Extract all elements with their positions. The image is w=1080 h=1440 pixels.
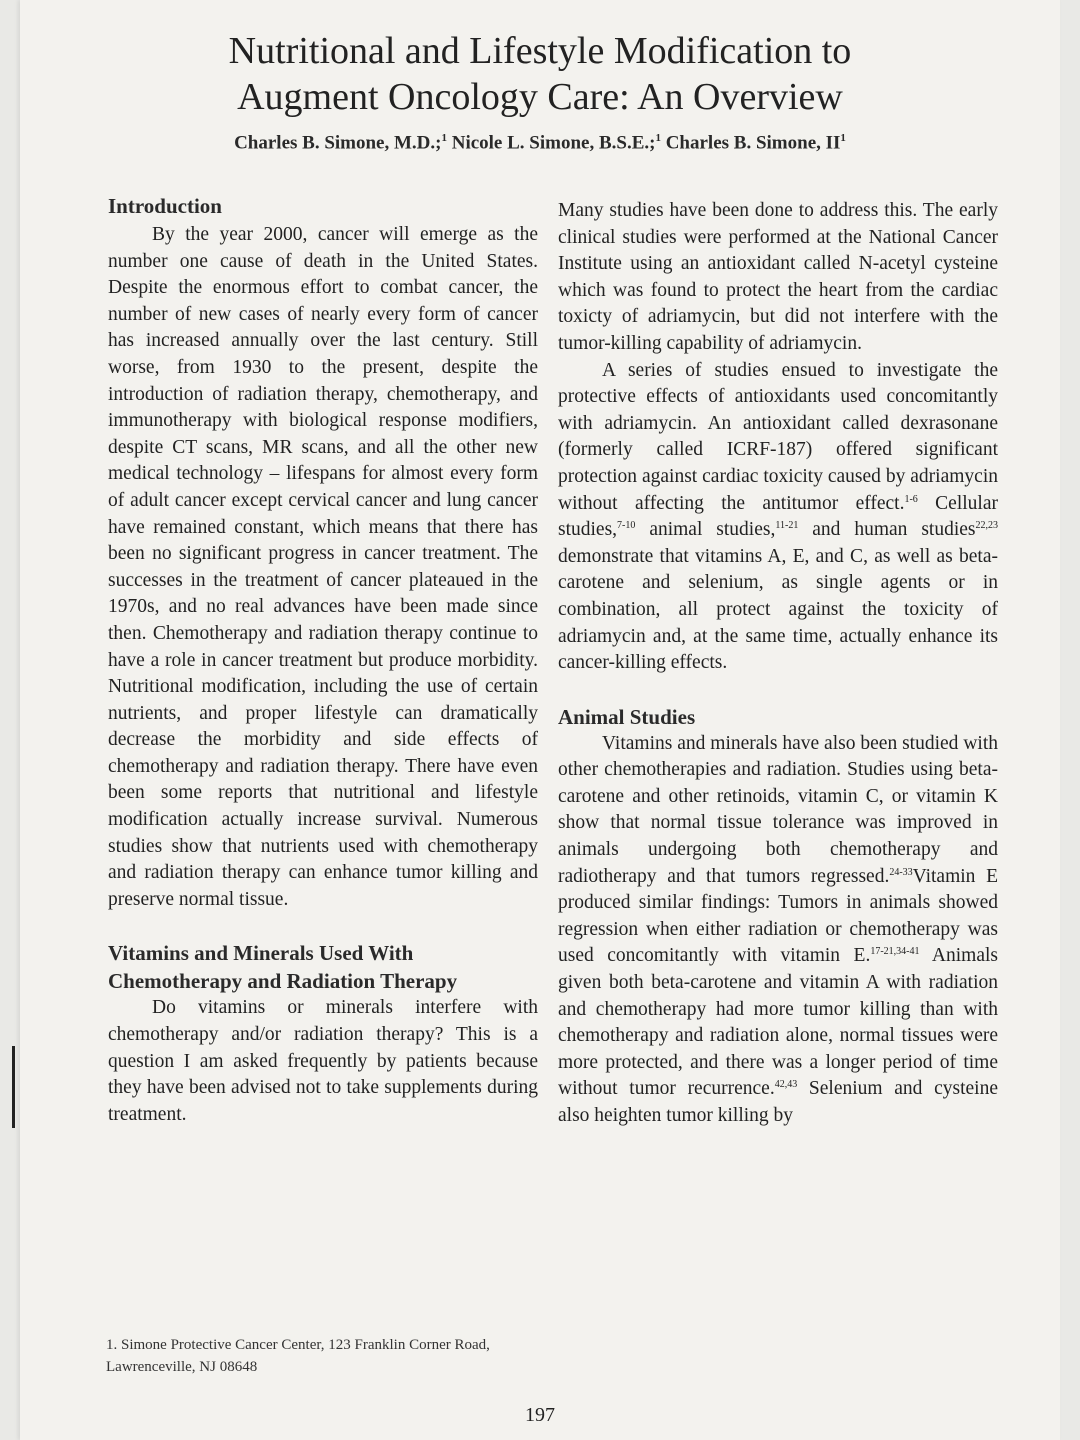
paragraph-text: Vitamins and minerals have also been studied with other chemotherapies and radiation. Studies using beta-carotene and other retinoids, vitamin C, or vitamin K show that normal tissue tolerance was improved in animals undergoing both chemotherapy and radiotherapy and that tumors regressed.	[558, 732, 998, 887]
reference-marker: 1-6	[904, 493, 918, 505]
paragraph-text: and human studies	[798, 519, 976, 541]
antioxidant-studies-paragraph	[558, 358, 998, 677]
paper-page	[20, 0, 1060, 1440]
reference-marker: 24-33	[889, 866, 913, 878]
vitamins-minerals-paragraph: Do vitamins or minerals interfere with chemotherapy and/or radiation therapy? This is a question I am asked frequently by patients because they have been advised not to take supplements during treatment.	[108, 997, 538, 1125]
author-2: Nicole L. Simone, B.S.E.;	[451, 132, 656, 154]
author-3-affiliation: 1	[840, 132, 846, 144]
paragraph-text: Selenium and cysteine also heighten tumor killing by	[558, 1078, 999, 1126]
author-line	[20, 132, 1060, 154]
vitamins-minerals-heading: Vitamins and Minerals Used With Chemotherapy and Radiation Therapy	[108, 941, 458, 994]
paragraph-text: Cellular studies,	[558, 492, 998, 541]
page-number: 197	[525, 1404, 555, 1426]
author-1: Charles B. Simone, M.D.;	[234, 132, 442, 154]
reference-marker: 42,43	[774, 1079, 798, 1091]
studies-paragraph: Many studies have been done to address this. The early clinical studies were performed at the National Cancer Institute using an antioxidant called N-acetyl cysteine which was found to protect the heart from the cardiac toxicty of adriamycin, but did not interfere with the tumor-killing capability of adriamycin.	[558, 200, 998, 354]
paragraph-text: demonstrate that vitamins A, E, and C, as well as beta-carotene and selenium, as single agents or in combination, all protect against the toxicity of adriamycin and, at the same time, actually enhance its cancer-killing effects.	[558, 545, 998, 674]
reference-marker: 17-21,34-41	[870, 946, 920, 958]
binding-mark	[12, 1046, 15, 1128]
right-column	[558, 198, 998, 1130]
reference-marker: 22,23	[975, 520, 998, 532]
left-column	[108, 192, 538, 1128]
author-3: Charles B. Simone, II	[665, 132, 841, 154]
animal-studies-paragraph	[558, 731, 998, 1130]
title-line-2: Augment Oncology Care: An Overview	[237, 76, 843, 118]
author-2-affiliation: 1	[655, 132, 661, 144]
reference-marker: 7-10	[617, 520, 636, 532]
affiliation-footnote: 1. Simone Protective Cancer Center, 123 Franklin Corner Road, Lawrenceville, NJ 08648	[106, 1337, 490, 1375]
animal-studies-heading: Animal Studies	[558, 704, 696, 729]
reference-marker: 11-21	[775, 520, 799, 532]
paragraph-text: A series of studies ensued to investigate the protective effects of antioxidants used concomitantly with adriamycin. An antioxidant called dexrasonane (formerly called ICRF-187) offered significant protection against cardiac toxicity caused by adriamycin without affecting the antitumor effect.	[558, 359, 998, 514]
paragraph-text: Animals given both beta-carotene and vitamin A with radiation and chemotherapy had more tumor killing than with chemotherapy and radiation alone, normal tissues were more protected, and there was a longer period of time without tumor recurrence.	[558, 945, 999, 1100]
introduction-paragraph: By the year 2000, cancer will emerge as the number one cause of death in the United States. Despite the enormous effort to combat cancer, the number of new cases of nearly every form of cancer has increased annually over the last century. Still worse, from 1930 to the present, despite the introduction of radiation therapy, chemotherapy, and immunotherapy with biological response modifiers, despite CT scans, MR scans, and all the other new medical technology – lifespans for almost every form of adult cancer except cervical cancer and lung cancer have remained constant, which means that there has been no significant progress in cancer treatment. The successes in the treatment of cancer plateaued in the 1970s, and no real advances have been made since then. Chemotherapy and radiation therapy continue to have a role in cancer treatment but produce morbidity. Nutritional modification, including the use of certain nutrients, and proper lifestyle can dramatically decrease the morbidity and side effects of chemotherapy and radiation therapy. There have even been some reports that nutritional and lifestyle modification actually increase survival. Numerous studies show that nutrients used with chemotherapy and radiation therapy can enhance tumor killing and preserve normal tissue.	[108, 224, 538, 910]
paragraph-text: animal studies,	[635, 519, 776, 541]
title-line-1: Nutritional and Lifestyle Modification to	[228, 30, 852, 72]
introduction-heading: Introduction	[108, 194, 222, 218]
author-1-affiliation: 1	[441, 132, 447, 144]
paragraph-text: Vitamin E produced similar findings: Tumors in animals showed regression when either radiation or chemotherapy was used concomitantly with vitamin E.	[558, 865, 998, 967]
article-title	[20, 28, 1060, 120]
